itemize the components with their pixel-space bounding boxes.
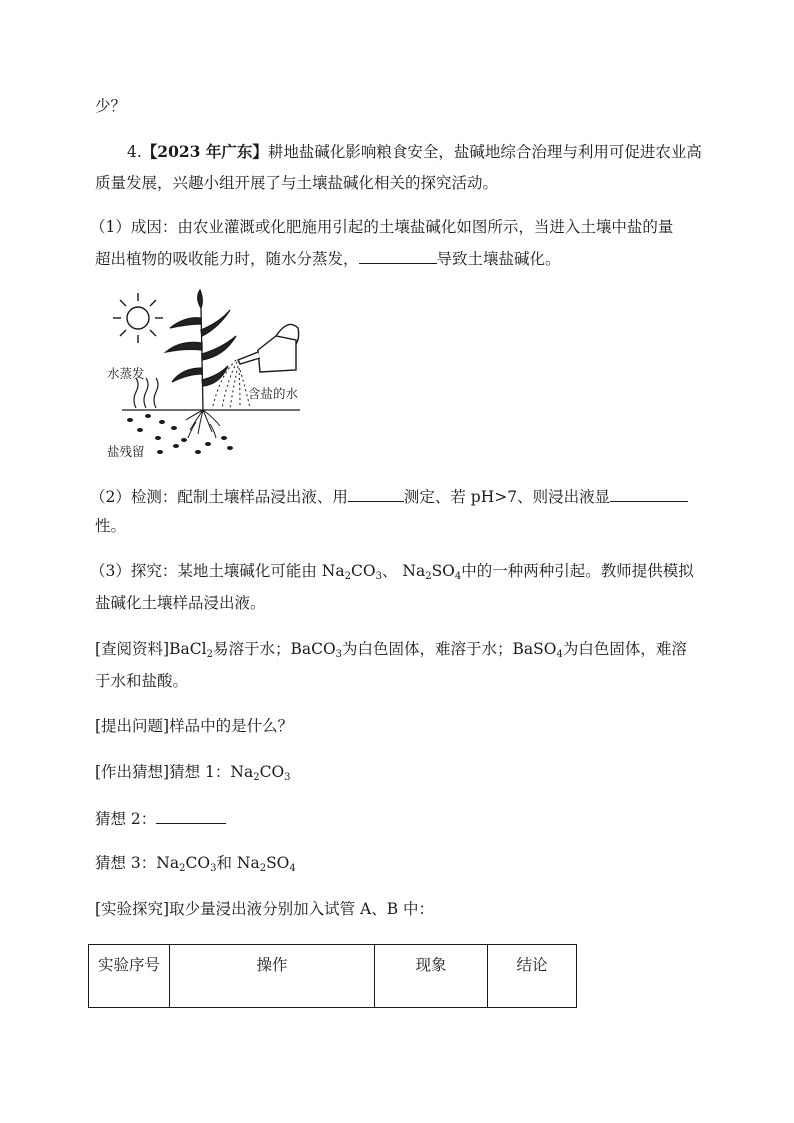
part3-line1: （3）探究：某地土壤碱化可能由 $Na_2CO_3$、 $Na_2SO_4$中的一种两种引起。教师提供模拟 (90, 562, 694, 582)
label-evaporation: 水蒸发 (107, 366, 145, 381)
formula-na2co3: $Na_2CO_3$ (321, 562, 382, 582)
part1-text-before: 超出植物的吸收能力时，随水分蒸发， (95, 250, 359, 268)
part3-text-b: 中的一种两种引起。教师提供模拟 (461, 562, 694, 580)
answer-blank-1[interactable] (359, 248, 437, 264)
part1-line1: （1）成因：由农业灌溉或化肥施用引起的土壤盐碱化如图所示，当进入土壤中盐的量 (90, 218, 674, 236)
question-stem-1: 耕地盐碱化影响粮食安全，盐碱地综合治理与利用可促进农业高 (267, 143, 702, 161)
formula-baco3: BaCO$_3$ (290, 640, 343, 660)
formula-bacl2: BaCl$_2$ (169, 640, 213, 660)
table-header-row (89, 945, 577, 1008)
experiment-intro: [实验探究]取少量浸出液分别加入试管 A、B 中： (95, 900, 435, 918)
hypothesis-1: [作出猜想]猜想 1：$Na_2CO_3$ (95, 763, 291, 783)
intro-tail: 少？ (95, 97, 127, 115)
label-salt-residue: 盐残留 (107, 444, 145, 459)
answer-blank-4[interactable] (156, 808, 226, 824)
part2-text-b: 测定、若 pH>7、则浸出液显 (403, 488, 611, 506)
header-cell: 操作 (170, 945, 375, 1008)
question-raise: [提出问题]样品中的是什么？ (95, 717, 294, 735)
header-cell: 实验序号 (89, 945, 170, 1008)
formula-na2so4-h3: $Na_2SO_4$ (236, 854, 296, 874)
header-cell: 现象 (375, 945, 488, 1008)
header-cell: 结论 (488, 945, 577, 1008)
salinization-figure (100, 288, 310, 460)
research-line1: [查阅资料]BaCl$_2$易溶于水；BaCO$_3$为白色固体，难溶于水；BaSO$_4$为白色固体，难溶 (95, 640, 687, 660)
part1-text-after: 导致土壤盐碱化。 (436, 250, 561, 268)
formula-baso4: BaSO$_4$ (512, 640, 563, 660)
formula-na2co3-h3: $Na_2CO_3$ (156, 854, 217, 874)
question-stem-2: 质量发展，兴趣小组开展了与土壤盐碱化相关的探究活动。 (95, 174, 499, 192)
part2-line1 (90, 486, 688, 507)
plant-icon (166, 290, 236, 438)
part1-line2 (95, 248, 561, 269)
question-number: 4. (127, 143, 142, 161)
sun-icon (113, 293, 163, 343)
watering-can-icon (238, 324, 299, 372)
answer-blank-2[interactable] (348, 486, 404, 502)
part2-line2: 性。 (95, 517, 127, 535)
research-label: [查阅资料] (95, 640, 170, 658)
water-spray (213, 360, 250, 408)
hypothesis-3: 猜想 3：$Na_2CO_3$和 $Na_2SO_4$ (95, 854, 296, 874)
answer-blank-3[interactable] (610, 486, 688, 502)
research-line2: 于水和盐酸。 (95, 672, 189, 690)
label-salty-water: 含盐的水 (248, 386, 299, 401)
formula-na2so4: $Na_2SO_4$ (402, 562, 462, 582)
part3-line2: 盐碱化土壤样品浸出液。 (95, 594, 266, 612)
vapor-lines (134, 378, 158, 408)
question-source: 【2023 年广东】 (141, 142, 268, 161)
part2-text-a: （2）检测：配制土壤样品浸出液、用 (90, 488, 348, 506)
experiment-table (88, 944, 577, 1008)
question-4-line1 (127, 142, 702, 162)
part3-text-a: （3）探究：某地土壤碱化可能由 (90, 562, 322, 580)
formula-na2co3-h1: $Na_2CO_3$ (230, 763, 291, 783)
hypothesis-2: 猜想 2： (95, 808, 226, 829)
